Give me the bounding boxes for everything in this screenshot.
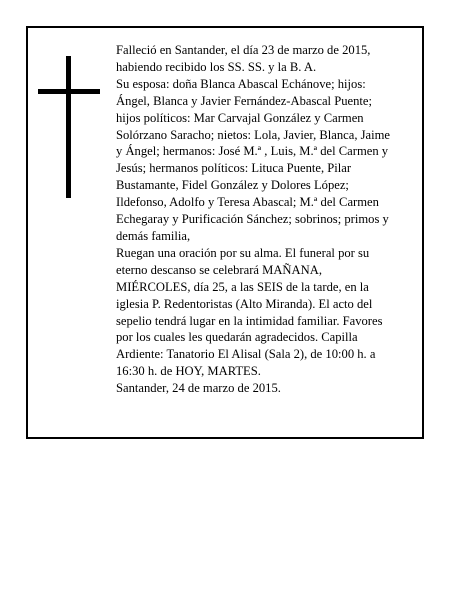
notice-line: Su esposa: doña Blanca Abascal Echánove; hijos: xyxy=(116,76,366,91)
notice-line: Santander, 24 de marzo de 2015. xyxy=(116,381,281,396)
obituary-notice xyxy=(26,26,424,439)
notice-line: Ángel, Blanca y Javier Fernández-Abascal Puente; xyxy=(116,93,372,108)
notice-line: por los cuales les quedarán agradecidos. Capilla xyxy=(116,330,358,345)
notice-line: Ruegan una oración por su alma. El funeral por su xyxy=(116,245,370,260)
notice-line: Jesús; hermanos políticos: Lituca Puente, Pilar xyxy=(116,161,352,176)
notice-line: demás familia, xyxy=(116,228,191,243)
notice-line: eterno descanso se celebrará MAÑANA, xyxy=(116,262,322,277)
notice-line: 16:30 h. de HOY, MARTES. xyxy=(116,364,261,379)
notice-line: Ardiente: Tanatorio El Alisal (Sala 2), de 10:00 h. a xyxy=(116,347,376,362)
cross-icon xyxy=(38,56,100,198)
notice-line: sepelio tendrá lugar en la intimidad familiar. Favores xyxy=(116,313,383,328)
notice-line: Solórzano Saracho; nietos: Lola, Javier, Blanca, Jaime xyxy=(116,127,391,142)
cross-vertical-bar xyxy=(66,56,71,198)
notice-line: Echegaray y Purificación Sánchez; sobrinos; primos y xyxy=(116,212,389,227)
notice-line: Bustamante, Fidel González y Dolores López; xyxy=(116,178,349,193)
notice-line: iglesia P. Redentoristas (Alto Miranda). El acto del xyxy=(116,296,373,311)
notice-line: Ildefonso, Adolfo y Teresa Abascal; M.ª del Carmen xyxy=(116,195,379,210)
notice-line: hijos políticos: Mar Carvajal González y Carmen xyxy=(116,110,364,125)
notice-line: y Ángel; hermanos: José M.ª , Luis, M.ª del Carmen y xyxy=(116,144,389,159)
notice-text xyxy=(116,42,416,397)
notice-line: MIÉRCOLES, día 25, a las SEIS de la tarde, en la xyxy=(116,279,369,294)
notice-line: Falleció en Santander, el día 23 de marzo de 2015, xyxy=(116,43,371,57)
cross-horizontal-bar xyxy=(38,89,100,94)
notice-line: habiendo recibido los SS. SS. y la B. A. xyxy=(116,59,317,74)
